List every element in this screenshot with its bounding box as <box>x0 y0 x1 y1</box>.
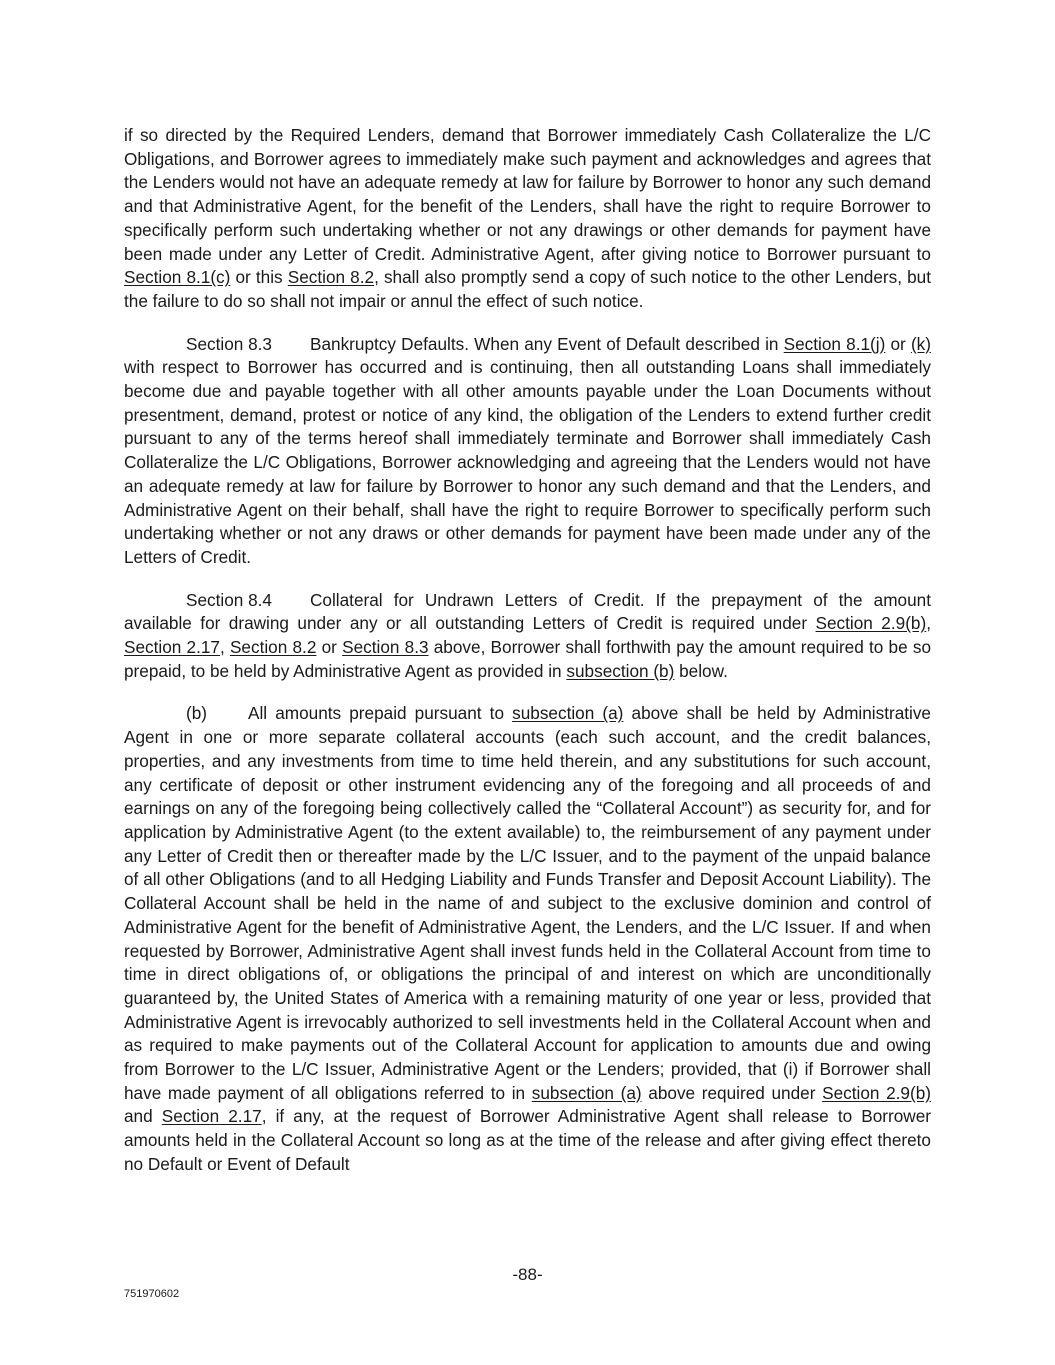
text-run: When any Event of Default described in <box>468 333 784 354</box>
text-run: , shall also promptly send a copy of such notice to the other Lenders, but the failure to do so shall not impair or annul the effect of such notice. <box>124 267 931 311</box>
continuation-paragraph <box>124 124 931 314</box>
cross-reference: Section 8.2 <box>287 267 375 288</box>
subsection-b-paragraph <box>124 702 931 1176</box>
subsection-label: (b) <box>186 703 208 724</box>
cross-reference: subsection (a) <box>512 703 624 724</box>
text-run: , <box>926 613 931 634</box>
text-run: or <box>316 637 343 658</box>
section-number: Section 8.3 <box>186 333 272 354</box>
cross-reference: subsection (b) <box>566 660 675 681</box>
section-8-3-paragraph <box>124 333 931 570</box>
cross-reference: Section 2.9(b) <box>822 1082 931 1103</box>
text-run: All amounts prepaid pursuant to <box>248 703 513 724</box>
text-run: If the prepayment of the amount available for drawing under any or all outstanding Letters of Credit is required under <box>124 589 931 634</box>
section-8-4-paragraph <box>124 589 931 684</box>
document-id: 751970602 <box>124 1288 180 1300</box>
page-number: -88- <box>512 1265 543 1284</box>
cross-reference: Section 8.1(c) <box>124 267 231 288</box>
text-run: and <box>124 1106 162 1127</box>
section-number: Section 8.4 <box>186 589 272 610</box>
text-run: or <box>885 333 911 354</box>
section-title: Collateral for Undrawn Letters of Credit. <box>310 589 645 610</box>
cross-reference: (k) <box>910 333 931 354</box>
cross-reference: Section 8.2 <box>229 637 317 658</box>
text-run: or this <box>230 267 288 288</box>
text-run: above required under <box>641 1082 823 1103</box>
text-run: above, Borrower shall forthwith pay the amount required to be so prepaid, to be held by Administrative Agent as provided in <box>124 637 932 681</box>
text-run: with respect to Borrower has occurred and is continuing, then all outstanding Loans shall immediately become due and payable together with all other amounts payable under the Loan Documents without presentment, demand, protest or notice of any kind, the obligation of the Lenders to extend further credit pursuant to any of the terms hereof shall immediately terminate and Borrower shall immediately Cash Collateralize the L/C Obligations, Borrower acknowledging and agreeing that the Lenders would not have an adequate remedy at law for failure by Borrower to honor any such demand and that the Lenders, and Administrative Agent on their behalf, shall have the right to require Borrower to specifically perform such undertaking whether or not any draws or other demands for payment have been made under any of the Letters of Credit. <box>124 357 931 567</box>
cross-reference: Section 2.9(b) <box>815 613 927 634</box>
text-run: below. <box>674 660 728 681</box>
cross-reference: Section 2.17 <box>161 1106 262 1127</box>
document-body <box>124 124 931 1196</box>
text-run: above shall be held by Administrative Agent in one or more separate collateral accounts (each such account, and the credit balances, properties, and any investments from time to time held therein, and any substitutions for such account, any certificate of deposit or other instrument evidencing any of the foregoing and all proceeds of and earnings on any of the foregoing being collectively called the “Collateral Account”) as security for, and for application by Administrative Agent (to the extent available) to, the reimbursement of any payment under any Letter of Credit then or thereafter made by the L/C Issuer, and to the payment of the unpaid balance of all other Obligations (and to all Hedging Liability and Funds Transfer and Deposit Account Liability). The Collateral Account shall be held in the name of and subject to the exclusive dominion and control of Administrative Agent for the benefit of Administrative Agent, the Lenders, and the L/C Issuer. If and when requested by Borrower, Administrative Agent shall invest funds held in the Collateral Account from time to time in direct obligations of, or obligations the principal of and interest on which are unconditionally guaranteed by, the United States of America with a remaining maturity of one year or less, provided that Administrative Agent is irrevocably authorized to sell investments held in the Collateral Account when and as required to make payments out of the Collateral Account for application to amounts due and owing from Borrower to the L/C Issuer, Administrative Agent or the Lenders; provided, that (i) if Borrower shall have made payment of all obligations referred to in <box>124 703 931 1103</box>
cross-reference: subsection (a) <box>531 1082 642 1103</box>
text-run: , if any, at the request of Borrower Administrative Agent shall release to Borrower amounts held in the Collateral Account so long as at the time of the release and after giving effect thereto no Default or Event of Default <box>124 1106 932 1174</box>
section-title: Bankruptcy Defaults. <box>310 333 469 354</box>
cross-reference: Section 8.3 <box>342 637 429 658</box>
text-run: , <box>219 637 230 658</box>
cross-reference: Section 2.17 <box>124 637 220 658</box>
text-run: if so directed by the Required Lenders, demand that Borrower immediately Cash Collateralize the L/C Obligations, and Borrower agrees to immediately make such payment and acknowledges and agrees that the Lenders would not have an adequate remedy at law for failure by Borrower to honor any such demand and that Administrative Agent, for the benefit of the Lenders, shall have the right to require Borrower to specifically perform such undertaking whether or not any drawings or other demands for payment have been made under any Letter of Credit. Administrative Agent, after giving notice to Borrower pursuant to <box>124 125 931 264</box>
cross-reference: Section 8.1(j) <box>783 333 886 354</box>
